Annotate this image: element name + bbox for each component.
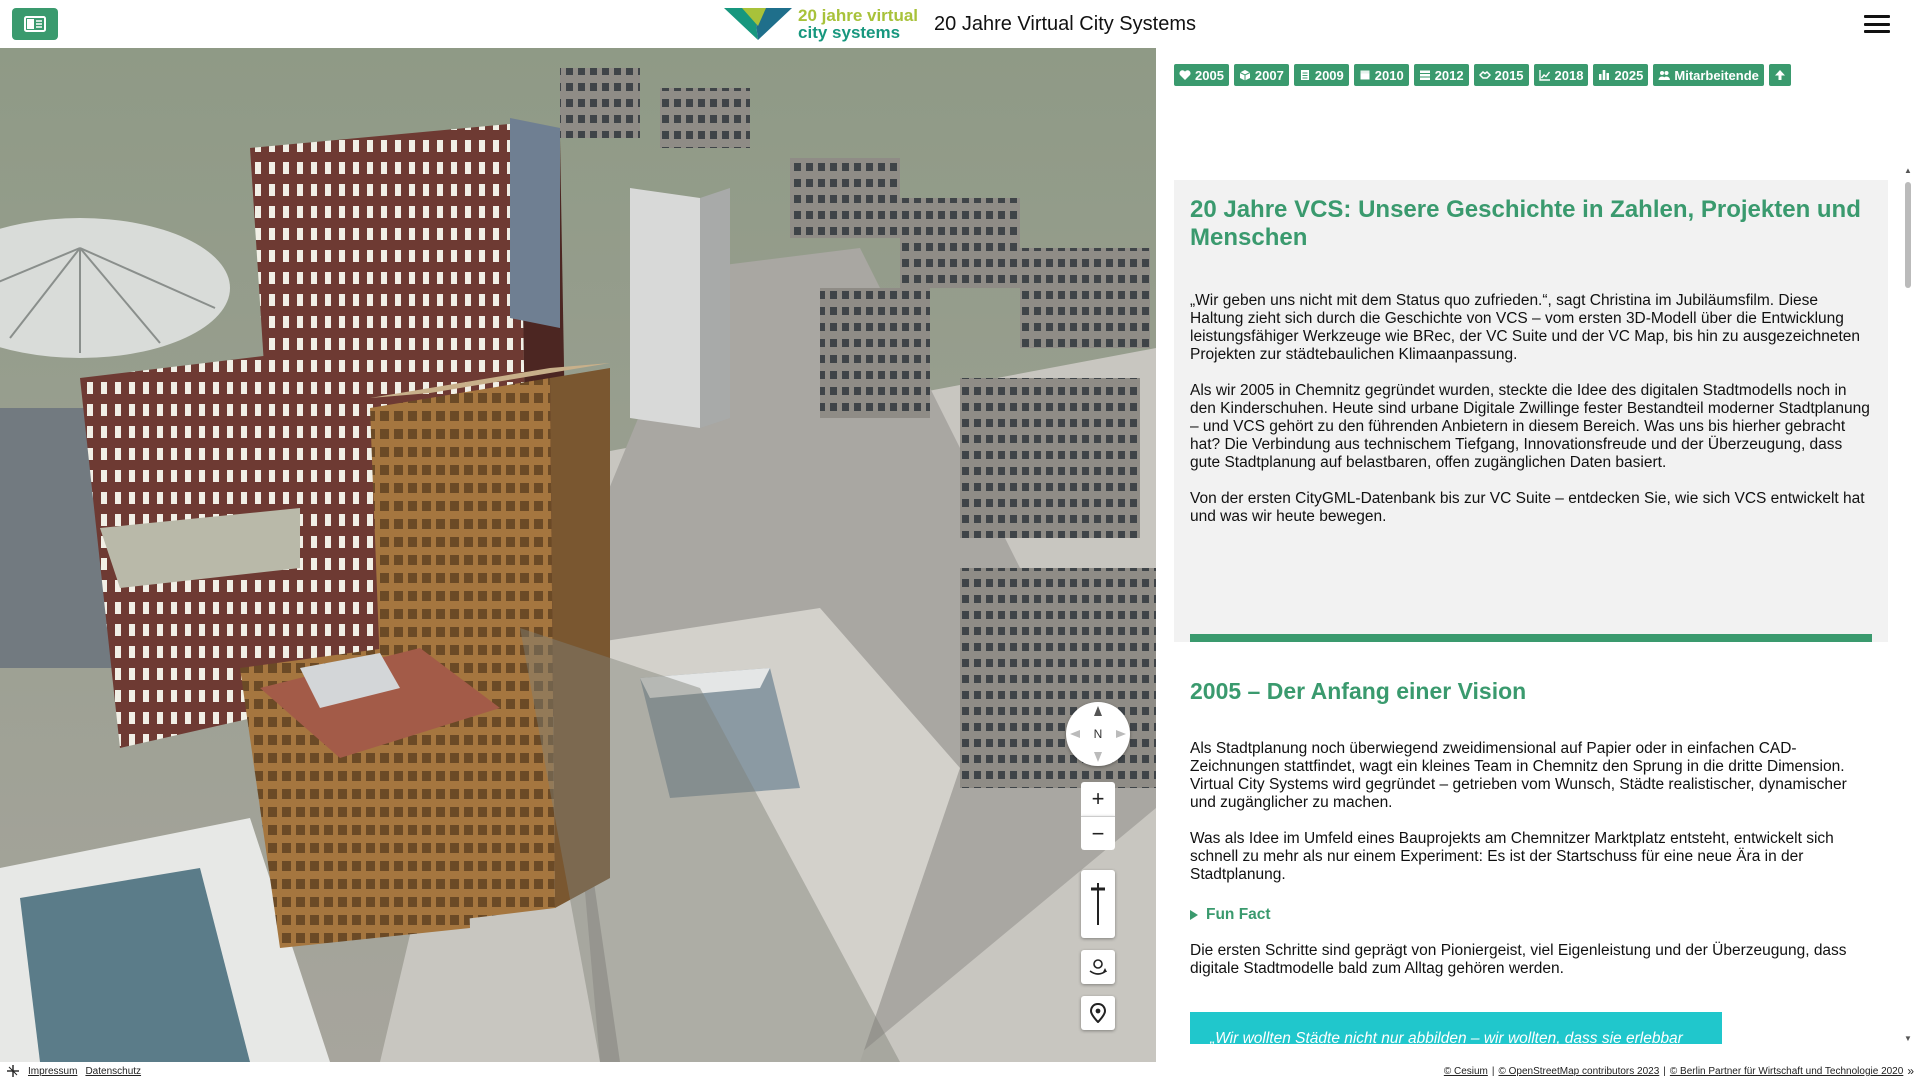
section-paragraph: Was als Idee im Umfeld eines Bauprojekts am Chemnitzer Marktplatz entsteht, entwickelt sich schnell zu mehr als nur einem Experiment: Es ist der Startschuss für eine neue Ära in der Stadtplanung. bbox=[1190, 830, 1834, 883]
datenschutz-link[interactable]: Datenschutz bbox=[85, 1065, 142, 1077]
users-icon bbox=[1658, 69, 1670, 81]
chapter-2012-button[interactable]: 2012 bbox=[1414, 64, 1469, 86]
berlin-partner-credit-link[interactable]: © Berlin Partner für Wirtschaft und Technologie 2020 bbox=[1669, 1065, 1904, 1077]
credit-separator: | bbox=[1491, 1065, 1495, 1077]
logo-line-1: 20 jahre virtual bbox=[798, 6, 919, 25]
chapter-2010-button[interactable]: 2010 bbox=[1354, 64, 1409, 86]
map-controls bbox=[1066, 702, 1130, 1030]
scroll-top-button[interactable] bbox=[1769, 64, 1791, 86]
compass-control[interactable] bbox=[1066, 702, 1130, 766]
fun-fact-label: Fun Fact bbox=[1206, 906, 1271, 923]
scroll-up-icon[interactable]: ▲ bbox=[1904, 165, 1912, 175]
story-scrollbar[interactable] bbox=[1902, 164, 1914, 1044]
document-icon bbox=[1299, 69, 1311, 81]
panel-toggle-button[interactable] bbox=[12, 8, 58, 40]
section-paragraph: Die ersten Schritte sind geprägt von Pioniergeist, viel Eigenleistung und der Überzeugung, dass digitale Stadtmodelle bald zum Alltag gehören werden. bbox=[1190, 942, 1847, 977]
map-viewport[interactable] bbox=[0, 48, 1156, 1062]
fun-fact-toggle[interactable] bbox=[1190, 906, 1872, 924]
quote-box: „Wir wollten Städte nicht nur abbilden – wir wollten, dass sie erlebbar bbox=[1190, 1012, 1722, 1044]
compass-icon bbox=[1066, 702, 1130, 766]
handshake-icon bbox=[1479, 69, 1491, 81]
caret-right-icon bbox=[1190, 910, 1198, 920]
chapter-2005-button[interactable]: 2005 bbox=[1174, 64, 1229, 86]
chapter-navigation bbox=[1174, 64, 1791, 86]
logo-mark-icon bbox=[724, 6, 792, 42]
logo-line-2: city systems bbox=[798, 23, 901, 42]
section-paragraph: Als Stadtplanung noch überwiegend zweidimensional auf Papier oder in einfachen CAD-Zeichnungen stattfindet, wagt ein kleines Team in Chemnitz den Sprung in die dritte Dimension. Virtual City Systems wird gegründet – getrieben vom Wunsch, Städte realistischer, dynamischer und zugänglicher zu machen. bbox=[1190, 740, 1847, 811]
app-title: 20 Jahre Virtual City Systems bbox=[934, 12, 1196, 35]
chapter-mitarbeitende-button[interactable]: Mitarbeitende bbox=[1653, 64, 1764, 86]
city-3d-scene bbox=[0, 48, 1156, 1062]
zoom-control bbox=[1081, 782, 1115, 850]
logo[interactable] bbox=[724, 6, 918, 42]
intro-paragraph: Von der ersten CityGML-Datenbank bis zur VC Suite – entdecken Sie, wie sich VCS entwickelt hat und was wir heute bewegen. bbox=[1190, 490, 1865, 525]
view-mode-icon bbox=[1088, 957, 1108, 977]
footer bbox=[0, 1062, 1920, 1080]
app-header bbox=[0, 0, 1920, 48]
scroll-down-icon[interactable]: ▼ bbox=[1904, 1033, 1912, 1043]
chapter-2007-button[interactable]: 2007 bbox=[1234, 64, 1289, 86]
chart-icon bbox=[1539, 69, 1551, 81]
section-2005 bbox=[1174, 642, 1888, 1044]
impressum-link[interactable]: Impressum bbox=[28, 1065, 78, 1077]
tilt-slider[interactable] bbox=[1081, 870, 1115, 938]
intro-paragraph: Als wir 2005 in Chemnitz gegründet wurden, steckte die Idee des digitalen Stadtmodells noch in den Kinderschuhen. Heute sind urbane Digitale Zwillinge fester Bestandteil moderner Stadtplanung – und VCS gehört zu den führenden Anbietern in diesem Bereich. Was uns bis hierher gebracht hat? Die Verbindung aus technischem Tiefgang, Innovationsfreude und der Überzeugung, dass gute Stadtplanung auf belastbaren, offen zugänglichen Daten basiert. bbox=[1190, 382, 1870, 471]
story-content[interactable] bbox=[1174, 180, 1888, 1044]
box-icon bbox=[1359, 69, 1371, 81]
location-button[interactable] bbox=[1081, 996, 1115, 1030]
city-icon bbox=[1598, 69, 1610, 81]
osm-credit-link[interactable]: © OpenStreetMap contributors 2023 bbox=[1498, 1065, 1660, 1077]
compass-north-label: N bbox=[1093, 727, 1103, 741]
credit-separator: | bbox=[1663, 1065, 1666, 1077]
tilt-slider-icon bbox=[1088, 879, 1108, 929]
chapter-2018-button[interactable]: 2018 bbox=[1534, 64, 1589, 86]
location-icon bbox=[1089, 1003, 1107, 1023]
zoom-out-button[interactable]: − bbox=[1081, 816, 1115, 850]
chapter-2025-button[interactable]: 2025 bbox=[1593, 64, 1648, 86]
section-divider bbox=[1190, 634, 1872, 642]
section-2005-title: 2005 – Der Anfang einer Vision bbox=[1190, 678, 1527, 704]
view-mode-button[interactable] bbox=[1081, 950, 1115, 984]
vcs-small-logo-icon bbox=[6, 1064, 20, 1078]
story-panel bbox=[1156, 48, 1920, 1062]
intro-section bbox=[1174, 180, 1888, 642]
chapter-2009-button[interactable]: 2009 bbox=[1294, 64, 1349, 86]
hamburger-icon[interactable] bbox=[1864, 12, 1890, 36]
sidebar-icon bbox=[24, 16, 46, 32]
heart-icon bbox=[1179, 69, 1191, 81]
more-credits-icon[interactable]: » bbox=[1907, 1064, 1914, 1078]
zoom-in-button[interactable]: + bbox=[1081, 782, 1115, 816]
scroll-thumb[interactable] bbox=[1905, 182, 1911, 288]
cesium-credit-link[interactable]: © Cesium bbox=[1443, 1065, 1488, 1077]
attribution bbox=[1444, 1064, 1914, 1078]
brand bbox=[724, 6, 1196, 42]
intro-title: 20 Jahre VCS: Unsere Geschichte in Zahlen, Projekten und Menschen bbox=[1190, 196, 1861, 251]
intro-paragraph: „Wir geben uns nicht mit dem Status quo zufrieden.“, sagt Christina im Jubiläumsfilm. Diese Haltung zieht sich durch die Geschichte von VCS – vom ersten 3D-Modell über die Entwicklung leistungsfähiger Werkzeuge wie BRec, der VC Suite und der VC Map, bis hin zu ausgezeichneten Projekten zur städtebaulichen Klimaanpassung. bbox=[1190, 292, 1861, 363]
arrow-up-icon bbox=[1774, 69, 1786, 81]
cube-icon bbox=[1239, 69, 1251, 81]
layers-icon bbox=[1419, 69, 1431, 81]
chapter-2015-button[interactable]: 2015 bbox=[1474, 64, 1529, 86]
